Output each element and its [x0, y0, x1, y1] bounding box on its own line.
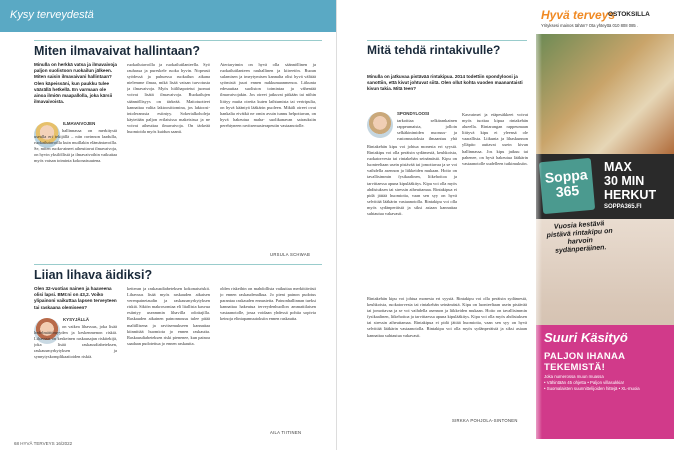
r-body-3: Rintakehän kipu voi johtua monesta eri syystä. Rintakipu voi olla peräisin sydämestä, keuhkoista, ruokatorvesta tai rintakehän seinämästä. Kipu on luonteeltaan usein pistävää tai jomottavaa ja se voi vaihdella asennon ja liikkeiden mukaan. Hoito on tavallisimmin fysikaalinen, liikehoitoa ja tarvittaessa apuna kipulääkitys. Kipu voi olla myös ahdistuksen tai stressin aiheuttamaa. Rintakipua ei pidä jättää huomiotta, vaan sen syy on hyvä selvittää lääkärin vastaanotolla. Rintakipu voi olla myös sydänperäistä ja siksi asiaan kannattaa suhtautua vakavasti. — [367, 296, 527, 338]
ad-edge — [536, 34, 542, 439]
right-page — [337, 0, 674, 450]
pull-quote: Vuosia kestävä pistävä rintakipu on harvoin sydänperäinen. — [546, 220, 613, 255]
r-body: Rintakehän kipu voi johtua monesta eri syystä. Rintakipu voi olla peräisin sydämestä, keuhkoista, ruokatorvesta tai rintakehän seinämästä. Kipu on luonteeltaan usein pistävää tai jomottavaa ja se voi vaihdella asennon ja liikkeiden mukaan. Hoito on tavallisimmin fysikaalinen, liikehoitoa ja tarvittaessa apuna kipulääkitys. Kipu voi olla myös ahdistuksen tai stressin aiheuttamaa. Rintakipua ei pidä jättää huomiotta, vaan sen syy on hyvä selvittää lääkärin vastaanotolla. Rintakipu voi olla myös sydänperäistä ja siksi asiaan kannattaa suhtautua vakavasti. — [367, 144, 457, 217]
q2-expert-intro: on vaikea lihavuus, joka lisää hedelmättömyyden ja keskenmenon riskiä. Lihavuus on keskeinen raskausajan riskitekijä, joka lisää raskausdiabeteksen, raskausmyrkytyksen ja synnytyskomplikaatioiden riskiä. — [34, 324, 117, 360]
r-lead: Minulla on jatkuvaa pistävää rintakipua. 2014 todettiin spondyloosi ja sanottiin, että kivut johtuvat siitä. Olen ollut kohta vuoden maanantaisti kivun takia. Mitä teen? — [367, 74, 523, 92]
suuri-title: Suuri Käsityö — [544, 330, 628, 345]
q1-expert-intro: hallinnassa on merkitystä usealla eri tekijällä – niin ravinnon laadulla, ruokailutavoilla kuin muillakin elämäntavoilla. Se, miten ruoka-aineet aiheuttavat ilmavaivoja, on hyvin yksilöllistä ja ilmavaivoihin vaikuttaa myös vatsan toiminta kokonaisuutena. — [34, 128, 117, 164]
suuri-ad[interactable] — [536, 325, 674, 439]
divider — [34, 264, 322, 265]
q1-expert-block — [63, 121, 117, 127]
soppa-logo — [539, 158, 595, 214]
section-title: Kysy terveydestä — [10, 9, 94, 21]
q1-headline: Miten ilmavaivat hallintaan? — [34, 44, 201, 58]
suuri-slogan: PALJON IHANAA TEKEMISTÄ! — [544, 351, 625, 373]
q2-col3: olden riskeihin on mahdollista vaikuttaa merkittävästi jo ennen raskaudenalkua. Jo pieni painon pudotus parantaa raskauden ennustetta. Painonhallinnan tueksi kannattaa hakeutua terveydenhuollon ammattilaisen vastaanotolle, jossa voidaan yhdessä pohtia sopivia keinoja elintapamuutoksiin ennen raskautta. — [220, 286, 316, 322]
soppa-min: 30 MIN — [604, 174, 645, 188]
soppa-logo-line1: Soppa — [544, 166, 589, 186]
r-expert-block — [397, 111, 457, 117]
q1-lead: Minulla on herkkä vatsa ja ilmavaivoja paljon suolistoon ruokailun jälkeen. Miten saisin ilmavaivani hallintaan? Olen käpeissäni, kun paukku tulee väärällä hetkellä. En varmaan ole ainoa ilmiön maapallolla, joka kärsii ilmavaivoista. — [34, 62, 117, 105]
brand-sub: Yrityksesi mainos tähän? Ota yhteyttä 010 808 085 . — [541, 23, 639, 28]
suuri-details — [544, 374, 666, 392]
q1-byline: URSULA SCHWAB — [270, 252, 311, 257]
q2-lead: Olen 32-vuotias nainen ja haaveena olisi lapsi. BMI:ni on 43,2. Voiko ylipainoni vaikuttaa lapsen terveyteen tai raskaana olemiseen? — [34, 286, 117, 310]
soppa-ad[interactable] — [536, 154, 674, 219]
food-ad-image[interactable] — [536, 34, 674, 154]
r-expert-name: SPONDYLOOSI — [397, 111, 430, 116]
divider — [34, 40, 322, 41]
q2-byline: AILA TIITINEN — [270, 430, 302, 435]
page-footer: 68 HYVÄ TERVEYS 16/2022 — [14, 441, 73, 446]
q2-col2: ketteran ja raskausdiabeteksen kokonaisriskit. Lihavuus lisää myös raskauden aikaisen verenpainetaudin ja raskausmyrkytyksen riskiä. Sikiön makrosomiaa eli liiallista kasvua esiintyy useammin lihavilla odottajilla. Raskauden aikainen painonnousu tulee pitää maltillisena ja ravitsemukseen kannattaa kiinnittää huomiota jo ennen raskautta. Raskausdiabeteksen riski pienenee, kun painoa saadaan pudotettua jo ennen raskautta. — [127, 286, 210, 346]
brand-logo: Hyvä terveys — [541, 8, 616, 22]
q2-expert-name: KYSYJÄLLÄ — [63, 317, 90, 322]
soppa-headline — [604, 160, 656, 202]
r-byline: SIRKKA POHJOLA-SINTONEN — [452, 418, 518, 423]
q1-col3: Ateriarytmin on hyvä olla säännöllinen ja ruokailutilanteen rauhallinen ja kiireetön. Ruoan sulamisen ja imeytymisen kannalta olisi hyvä välttää syömistä juuri ennen nukkumaanmenoa. Liikunta edesauttaa suoliston toimintaa ja vähentää ilmavaivojakin. Jos oireet jatkuvat pitkään tai niihin liittyy muita oireita kuten laihtumista tai veriripulia, on hyvä kääntyä lääkärin puoleen. Mikäli oireet ovat hankalia eivätkä ne omin avuin tunnu helpottavan, on hyvä hakeutua maha- suolikanavan sairauksiin perehtyneen ravitsemusterapeutin vastaanotolle. — [220, 62, 316, 128]
brand-tag: OSTOKSILLA — [608, 11, 650, 18]
suuri-line: Joka numerossa muun muassa — [544, 374, 604, 379]
divider — [367, 40, 527, 41]
soppa-logo-line2: 365 — [555, 181, 580, 200]
soppa-url[interactable]: SOPPA365.FI — [604, 204, 642, 210]
q2-headline: Liian lihava äidiksi? — [34, 268, 153, 282]
r-body-2: Kasvaimet ja etäpesäkkeet voivat myös tuottaa kipua rintakehän alueella. Rintarangan rappeumaan liittyvä kipu ei yleensä ole vaarallista. Liikunta ja lihaskunnon ylläpito auttavat usein kivun hallinnassa. Jos kipu jatkuu tai pahenee, on hyvä hakeutua lääkärin vastaanotolle uudelleen tutkimuksiin. — [462, 112, 528, 166]
r-headline: Mitä tehdä rintakivulle? — [367, 43, 501, 57]
q2-expert-block — [63, 317, 117, 323]
r-expert-intro: tarkoittaa selkärankainen rappeumaista, jolloin selkäkinimiden nuoruus- ja rustomuutoksia ilmaantuu yhä — [397, 118, 457, 142]
expert-portrait — [367, 112, 393, 138]
section-bar — [0, 0, 337, 32]
soppa-max: MAX — [604, 160, 632, 174]
soppa-herkut: HERKUT — [604, 188, 657, 202]
q1-col2: ruokailutavoilla ja ruokailutilanteella. Syö rauhassa ja pureskele ruoka hyvin. Nopeasti syödessä ja puhuessa ruokailun aikana nielemme ilmaa, mikä lisää vatsan turvotusta ja ilmavaivoja. Myös hiilihapotetut juomat voivat lisätä ilmavaivoja. Ruokailujen säännöllisyys on tärkeää. Maitotuotteet kannattaa valita laktoosittomina, jos laktoosi-intoleranssia esiintyy. Sokerialkoholeja käytetään paljon erilaisissa makeisissa ja ne voivat aiheuttaa ilmavaivoja. On tärkeää huomioida myös kuidun saanti. — [127, 62, 210, 135]
suuri-line: • Suomalaisten suunnittelijoiden hittejä • XL-muoia — [544, 386, 640, 391]
suuri-line: • Vähintään 45 ohjetta • Paljon villasukkia! — [544, 380, 624, 385]
q1-expert-name: ILMAVAIVOJEN — [63, 121, 96, 126]
